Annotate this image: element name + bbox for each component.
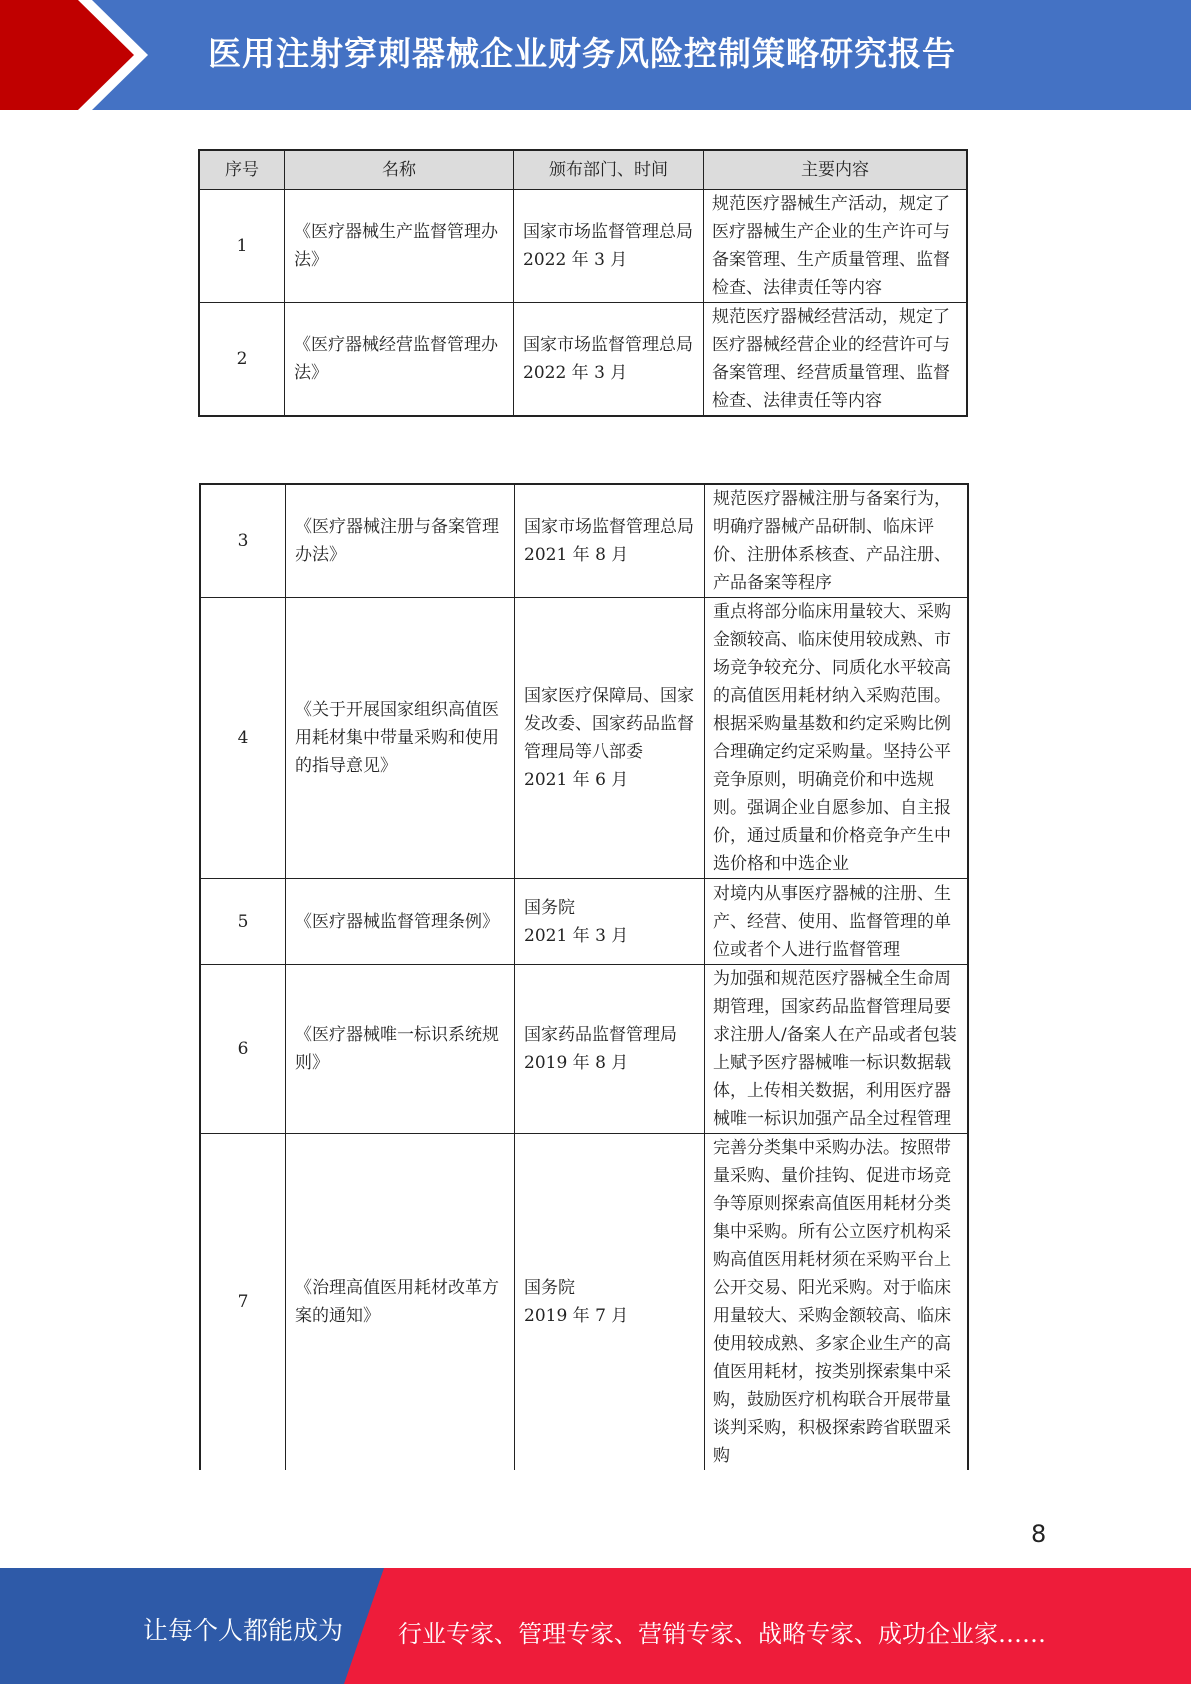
row-number: 2 [199,303,285,417]
row-dept-date [514,190,704,303]
row-name: 《医疗器械唯一标识系统规则》 [286,965,515,1134]
row-date: 2022 年 3 月 [523,250,628,270]
row-content: 对境内从事医疗器械的注册、生产、经营、使用、监督管理的单位或者个人进行监督管理 [705,879,969,965]
header-red-arrow-decoration [0,0,150,110]
table-row [199,303,967,417]
table-row [199,190,967,303]
page-header [0,0,1191,110]
regulation-table-part-2 [199,483,969,1470]
table-row [200,1134,968,1471]
row-dept: 国家药品监督管理局 [524,1025,677,1045]
row-number: 4 [200,598,286,879]
row-content: 为加强和规范医疗器械全生命周期管理，国家药品监督管理局要求注册人/备案人在产品或者包装上赋予医疗器械唯一标识数据载体，上传相关数据，利用医疗器械唯一标识加强产品全过程管理 [705,965,969,1134]
row-dept: 国家市场监督管理总局 [523,335,693,355]
row-dept: 国家市场监督管理总局 [524,517,694,537]
header-cell-name: 名称 [285,150,514,190]
row-number: 5 [200,879,286,965]
row-dept-date [515,1134,705,1471]
row-number: 1 [199,190,285,303]
header-cell-dept-date: 颁布部门、时间 [514,150,704,190]
table-row [200,598,968,879]
footer-slogan-right: 行业专家、管理专家、营销专家、战略专家、成功企业家…… [398,1620,1046,1648]
row-dept: 国家医疗保障局、国家发改委、国家药品监督管理局等八部委 [524,686,694,762]
table-row [200,965,968,1134]
row-date: 2021 年 6 月 [524,770,629,790]
row-date: 2019 年 7 月 [524,1306,629,1326]
row-dept: 国务院 [524,897,575,918]
row-name: 《医疗器械注册与备案管理办法》 [286,484,515,598]
row-date: 2021 年 8 月 [524,545,629,565]
row-number: 3 [200,484,286,598]
row-dept-date [515,965,705,1134]
row-name: 《医疗器械生产监督管理办法》 [285,190,514,303]
row-content: 重点将部分临床用量较大、采购金额较高、临床使用较成熟、市场竞争较充分、同质化水平较高的高值医用耗材纳入采购范围。根据采购量基数和约定采购比例合理确定约定采购量。坚持公平竞争原则，明确竞价和中选规则。强调企业自愿参加、自主报价，通过质量和价格竞争产生中选价格和中选企业 [705,598,969,879]
row-date: 2022 年 3 月 [523,363,628,383]
table-row [200,879,968,965]
page-footer [0,1568,1191,1684]
row-dept-date [515,598,705,879]
row-number: 6 [200,965,286,1134]
row-dept-date [514,303,704,417]
row-content: 规范医疗器械生产活动，规定了医疗器械生产企业的生产许可与备案管理、生产质量管理、监督检查、法律责任等内容 [704,190,968,303]
page-number: 8 [1031,1520,1047,1548]
row-name: 《关于开展国家组织高值医用耗材集中带量采购和使用的指导意见》 [286,598,515,879]
row-name: 《医疗器械经营监督管理办法》 [285,303,514,417]
row-dept: 国务院 [524,1278,575,1298]
row-date: 2019 年 8 月 [524,1053,629,1073]
table-row [200,484,968,598]
table-header-row [199,150,967,190]
report-title: 医用注射穿刺器械企业财务风险控制策略研究报告 [208,34,956,73]
row-content: 规范医疗器械注册与备案行为，明确疗器械产品研制、临床评价、注册体系核查、产品注册、产品备案等程序 [705,484,969,598]
row-name: 《医疗器械监督管理条例》 [286,879,515,965]
footer-slogan-left: 让每个人都能成为 [143,1616,344,1645]
regulation-table-part-1 [198,149,968,417]
row-name: 《治理高值医用耗材改革方案的通知》 [286,1134,515,1471]
row-content: 完善分类集中采购办法。按照带量采购、量价挂钩、促进市场竞争等原则探索高值医用耗材分类集中采购。所有公立医疗机构采购高值医用耗材须在采购平台上公开交易、阳光采购。对于临床用量较大、采购金额较高、临床使用较成熟、多家企业生产的高值医用耗材，按类别探索集中采购，鼓励医疗机构联合开展带量谈判采购，积极探索跨省联盟采购 [705,1134,969,1471]
header-cell-content: 主要内容 [704,150,968,190]
row-dept: 国家市场监督管理总局 [523,222,693,242]
row-date: 2021 年 3 月 [524,925,629,946]
row-content: 规范医疗器械经营活动，规定了医疗器械经营企业的经营许可与备案管理、经营质量管理、监督检查、法律责任等内容 [704,303,968,417]
header-cell-no: 序号 [199,150,285,190]
row-dept-date [515,879,705,965]
row-dept-date [515,484,705,598]
row-number: 7 [200,1134,286,1471]
